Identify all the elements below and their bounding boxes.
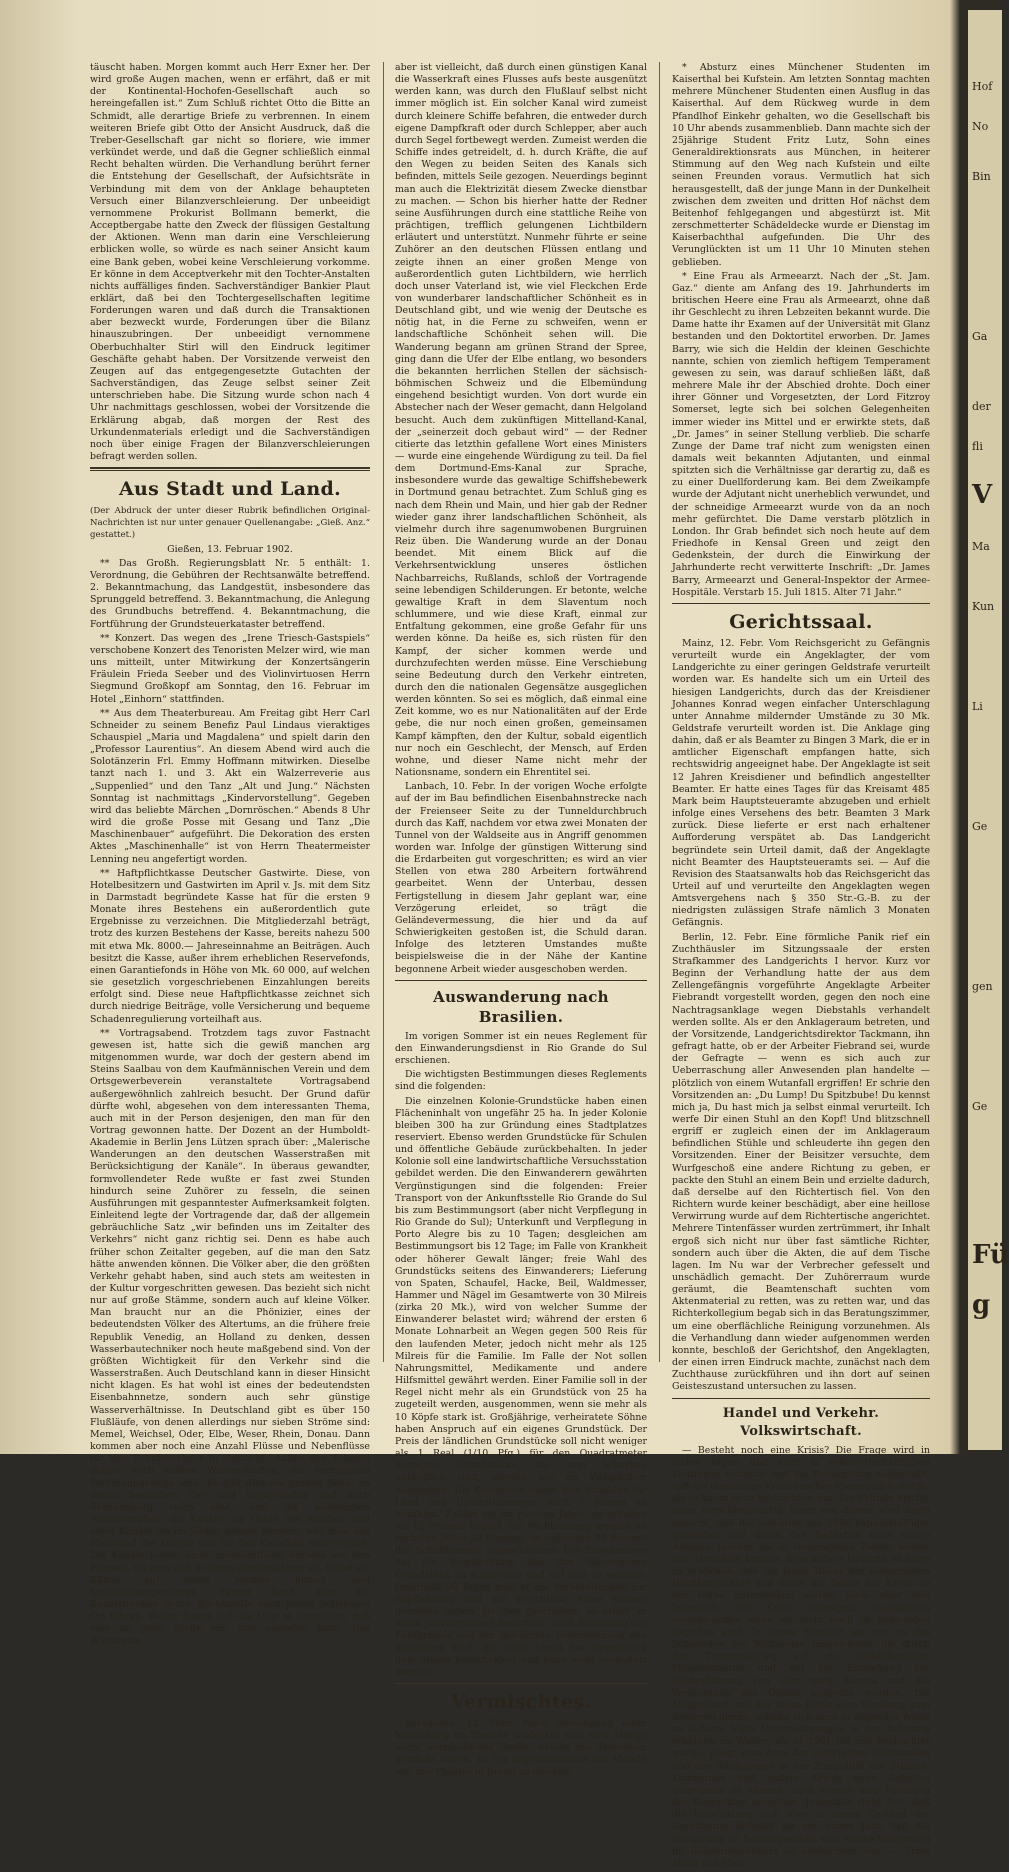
adjacent-text: der: [972, 400, 991, 413]
adjacent-page-edge: [958, 0, 1009, 1454]
adjacent-text: gen: [972, 980, 993, 993]
column-divider-2: [659, 62, 660, 1362]
column-2: [395, 62, 647, 1781]
dateline: Gießen, 13. Februar 1902.: [167, 543, 293, 555]
adjacent-text: Hof: [972, 80, 993, 93]
section-divider: [90, 467, 370, 471]
article-text: aber ist vielleicht, daß durch einen günstigen Kanal die Wasserkraft eines Flusses aufs beste ausgenützt werden kann, was durch den Flußlauf selbst nicht immer möglich ist. Ein solcher Kanal wird zumeist durch kleinere Schiffe befahren, die entweder durch eigene Dampfkraft oder durch Schlepper, aber auch durch Segel fortbewegt werden. Zumeist werden die Schiffe indes getreidelt, d. h. durch Kräfte, die auf den Wegen zu beiden Seiten des Kanals sich befinden, mittels Seile gezogen. Neuerdings beginnt man auch die Elektrizität diesem Zwecke dienstbar zu machen. — Schon bis hierher hatte der Redner seine Ausführungen durch eine stattliche Reihe von prächtigen, trefflich gelungenen Lichtbildern erläutert und unterstützt. Nunmehr führte er seine Zuhörer an den deutschen Flüssen entlang und zeigte ihnen an einer großen Menge von außerordentlich guten Lichtbildern, wie herrlich doch unser Vaterland ist, wie viel Fleckchen Erde von wunderbarer landschaftlicher Schönheit es in Deutschland gibt, und wie wenig der Deutsche es nötig hat, in die Ferne zu schweifen, wenn er landschaftliche Schönheit sehen will. Die Wanderung begann am grünen Strand der Spree, ging dann die Ufer der Elbe entlang, wo besonders die bekannten herrlichen Stellen der sächsisch-böhmischen Schweiz und die Elbemündung eingehend besichtigt wurden. Von dort wurde ein Abstecher nach der Weser gemacht, dann Helgoland besucht. Auch dem zukünftigen Mittelland-Kanal, der „seinerzeit doch gebaut wird“ — der Redner citierte das letzthin gefallene Wort eines Ministers — wurde eine eingehende Würdigung zu teil. Da fiel dem Dortmund-Ems-Kanal zur Sprache, insbesondere wurde das gewaltige Schiffshebewerk in Dortmund genau betrachtet. Zum Schluß ging es nach dem Rhein und Main, und hier gab der Redner wieder ganz ihrer landschaftlichen Schönheit, als vielmehr durch ihre sagenumwobenen Burgruinen Reiz üben. Die Wanderung wurde an der Donau beendet. Mit einem Blick auf die Verkehrsentwicklung unseres östlichen Nachbarreichs, Rußlands, schloß der Vortragende seine lebendigen Schilderungen. Er betonte, welche gewaltige Kraft in dem Slaventum noch schlummere, und wie diese Kraft, einmal zur Entfaltung gekommen, eine große Gefahr für uns werden könne. Da heiße es, sich rüsten für den Kampf, der sicher kommen werde und durchzufechten werden müsse. Eine Verschiebung seine Bedeutung durch den Verkehr eintreten, durch den die nationalen Gegensätze ausgeglichen werden könnten. So sei es möglich, daß einmal eine Zeit komme, wo es nur Nationalitäten auf der Erde gebe, die nur noch einen großen, gemeinsamen Kampf kämpften, den der Kultur, sobald eigentlich nur noch ein Geschlecht, der Mensch, auf Erden wohne, und dieser Name nicht mehr der Nationsname, sondern ein Ehrentitel sei.: [395, 62, 647, 779]
adjacent-heading: g: [972, 1290, 991, 1320]
adjacent-text: fli: [972, 440, 983, 453]
article-berlin: Berlin, 12. Febr. Eine förmliche Panik rief ein Zuchthäusler im Sitzungssaale der ersten Strafkammer des Landgerichts I hervor. Kurz vor Beginn der Verhandlung hatte der aus dem Zellengefängnis vorgeführte Angeklagte Arbeiter Fiebrandt vorgestellt worden, gegen den noch eine Nachtragsanklage wegen Diebstahls verhandelt werden sollte. Als er den Anklageraum betreten, und der Vorsitzende, Landgerichtsdirektor Tackmann, ihn gefragt hatte, ob er der Arbeiter Fiebrand sei, wurde der Gefragte — wenn es sich auch zur Ueberraschung aller Anwesenden plan handelte — plötzlich von einem Wutanfall ergriffen! Er schrie den Vorsitzenden an: „Du Lump! Du Spitzbube! Du kennst mich ja, Du hast mich ja selbst einmal verurteilt. Ich werfe Dir einen Stuhl an den Kopf! Und blitzschnell ergriff er zugleich einen der im Anklageraum befindlichen Stühle und schleuderte ihn gegen den Vorsitzenden. Einer der Beisitzer versuchte, dem Wurfgeschoß eine andere Richtung zu geben, er packte den Stuhl an einem Bein und erzielte dadurch, daß derselbe auf den Richtertisch fiel. Von den Richtern wurde keiner beschädigt, aber eine heillose Verwirrung wurde auf dem Richtertische angerichtet. Mehrere Tintenfässer wurden zertrümmert, ihr Inhalt ergoß sich nicht nur über fast sämtliche Richter, sondern auch über die Akten, die auf dem Tische lagen. Im Nu war der Verbrecher gefesselt und unschädlich gemacht. Der Zuhörerraum wurde geräumt, die Beamtenschaft suchten vom Aktenmaterial zu retten, was zu retten war, und das Richterkollegium begab sich in das Beratungszimmer, um eine oberflächliche Reinigung vorzunehmen. Als die Verhandlung dann wieder aufgenommen werden konnte, beschloß der Gerichtshof, den Angeklagten, der einen irren Eindruck machte, zunächst nach dem Zuchthause zurückführen und ihn dort auf seinen Geisteszustand untersuchen zu lassen.: [672, 931, 930, 1393]
column-divider-1: [383, 62, 384, 1362]
adjacent-text: Ga: [972, 330, 988, 343]
adjacent-heading: Fü: [972, 1240, 1009, 1270]
section-divider: [672, 603, 930, 604]
article-theaterbureau: ** Aus dem Theaterbureau. Am Freitag gibt Herr Carl Schneider zu seinem Benefiz Paul Lindaus vieraktiges Schauspiel „Maria und Magdalena“ und spielt darin den „Professor Laurentius“. An diesem Abend wird auch die Solotänzerin Frl. Emmy Hoffmann mitwirken. Dieselbe tanzt nach 1. und 3. Akt ein Walzerreverie aus „Suppenlied“ und den Tanz „Alt und Jung.“ Nächsten Sonntag ist nachmittags „Kindervorstellung“. Gegeben wird das beliebte Märchen „Dornröschen.“ Abends 8 Uhr wird die große Posse mit Gesang und Tanz „Die Maschinenbauer“ aufgeführt. Die Dekoration des ersten Aktes „Maschinenhalle“ ist von Herrn Theatermeister Lenning neu angefertigt worden.: [90, 707, 370, 865]
adjacent-text: Ge: [972, 1100, 988, 1113]
article-regierungsblatt: ** Das Großh. Regierungsblatt Nr. 5 enthält: 1. Verordnung, die Gebühren der Rechtsanwälte betreffend. 2. Bekanntmachung, das Landgestüt, insbesondere das Sprunggeld betreffend. 3. Bekanntmachung, die Anlegung des Grundbuchs betreffend. 4. Bekanntmachung, die Fortführung der Grundsteuerkataster betreffend.: [90, 557, 370, 630]
adjacent-text: Bin: [972, 170, 991, 183]
section-divider: [395, 980, 647, 981]
article-mainz: Mainz, 12. Febr. Vom Reichsgericht zu Gefängnis verurteilt wurde ein Angeklagter, der vom Landgerichte zu einer geringen Geldstrafe verurteilt worden war. Es handelte sich um ein Urteil des hiesigen Landgerichts, durch das der Kreisdiener Johannes Konrad wegen einfacher Unterschlagung unter Annahme mildernder Umstände zu 30 Mk. Geldstrafe verurteilt worden ist. Die Anklage ging dahin, daß er als Beamter zu Bingen 3 Mark, die er in amtlicher Eigenschaft empfangen hatte, sich rechtswidrig angeeignet habe. Der Angeklagte ist seit 12 Jahren Kreisdiener und befindlich angestellter Beamter. Er hatte eines Tages für das Kreisamt 485 Mark beim Hauptsteueramte abzugeben und erhielt infolge eines Versehens des betr. Beamten 3 Mark zurück. Diese lieferte er erst nach erhaltener Aufforderung verspätet ab. Das Landgericht begründete sein Urteil damit, daß der Angeklagte nicht Beamter des Hauptsteueramts sei. — Auf die Revision des Staatsanwalts hob das Reichsgericht das Urteil auf und verurteilte den Angeklagten wegen Amtsvergehens nach § 350 Str.-G.-B. zu der niedrigsten zulässigen Strafe nämlich 3 Monaten Gefängnis.: [672, 637, 930, 929]
adjacent-text: No: [972, 120, 989, 133]
section-divider: [395, 1683, 647, 1684]
column-3: [672, 62, 930, 1872]
section-title-gerichtssaal: Gerichtssaal.: [729, 610, 873, 633]
article-konzert: ** Konzert. Das wegen des „Irene Triesch-Gastspiels“ verschobene Konzert des Tenoristen Melzer wird, wie man uns mitteilt, unter Mitwirkung der Konzertsängerin Fräulein Frieda Seeber und des Violinvirtuosen Herrn Siegmund Großkopf am Sonntag, den 16. Februar im Hotel „Einhorn“ stattfinden.: [90, 632, 370, 705]
section-title-handel: Handel und Verkehr. Volkswirtschaft.: [722, 1405, 880, 1439]
section-title-vermischtes: Vermischtes.: [450, 1691, 592, 1713]
adjacent-heading: V: [972, 480, 993, 510]
article-text: Im vorigen Sommer ist ein neues Reglement für den Einwanderungsdienst in Rio Grande do Sul erschienen.: [395, 1030, 647, 1067]
article-lanbach: Lanbach, 10. Febr. In der vorigen Woche erfolgte auf der im Bau befindlichen Eisenbahnstrecke nach der Freienseer Seite zu der Tunneldurchbruch durch das Kaff, nachdem vor etwa zwei Monaten der Tunnel von der Waldseite aus in Angriff genommen worden war. Infolge der günstigen Witterung sind die Erdarbeiten gut vorgeschritten; es wird an vier Stellen von etwa 280 Arbeitern fortwährend gearbeitet. Wenn der Unterbau, dessen Fertigstellung in diesem Jahr geplant war, eine Verzögerung erleidet, so trägt die Geländevermessung, die hier und da auf Schwierigkeiten gestoßen ist, die Schuld daran. Infolge des letzteren Umstandes mußte beispielsweise die in der Nähe der Kantine begonnene Arbeit wieder ausgeschoben werden.: [395, 781, 647, 975]
article-saragossa: Saragossa, 12. Febr. Nach Beendigung einer Vorstellung im Theater entdeckte man eine Menge leicht entzündlicher Stoffe, welche mit Petroleum getränkt waren. Es lag augenscheinlich die Absicht vor, das Theater in Brand zu stecken.: [395, 1718, 647, 1778]
section-title-aus-stadt-und-land: Aus Stadt und Land.: [119, 478, 341, 501]
adjacent-text: Ma: [972, 540, 990, 553]
article-vortragsabend: ** Vortragsabend. Trotzdem tags zuvor Fastnacht gewesen ist, hatte sich die gewiß manchen arg mitgenommen wurde, war doch der gestern abend im Steins Saalbau von dem Kaufmännischen Verein und dem Ortsgewerbeverein veranstaltete Vortragsabend außergewöhnlich zahlreich besucht. Der Grund dafür dürfte wohl, abgesehen von dem interessanten Thema, auch mit in der Person desjenigen, den man für den Vortrag gewonnen hatte. Der Dozent an der Humboldt-Akademie in Berlin Jens Lützen sprach über: „Malerische Wanderungen an den deutschen Wasserstraßen mit Berücksichtigung der Kanäle“. In überaus gewandter, formvollendeter Rede wußte er fast zwei Stunden hindurch seine Zuhörer zu fesseln, die seinen Ausführungen mit gespanntester Aufmerksamkeit folgten. Einleitend legte der Vortragende dar, daß der allgemein gebräuchliche Satz „wir befinden uns im Zeitalter des Verkehrs“ nicht ganz richtig sei. Denn es habe auch früher schon Zeitalter gegeben, auf die man den Satz hätte anwenden können. Die Völker aber, die den größten Verkehr gehabt haben, sind auch stets am weitesten in der Kultur vorgeschritten gewesen. Das bezieht sich nicht nur auf große Stämme, sondern auch auf kleine Völker. Man braucht nur an die Phönizier, eines der bedeutendsten Völker des Altertums, an die frühere freie Republik Venedig, an Holland zu denken, dessen Wasserbautechniker noch heute maßgebend sind. Von der größten Wichtigkeit für den Verkehr sind die Wasserstraßen. Auch Deutschland kann in dieser Hinsicht nicht klagen. Es hat wohl ist eines der bedeutendsten Eisenbahnnetze, sondern auch sehr günstige Wasserverhältnisse. In Deutschland gibt es über 150 Flußläufe, von denen allerdings nur sieben Ströme sind: Memel, Weichsel, Oder, Elbe, Weser, Rhein, Donau. Dann kommen aber noch eine Anzahl Flüsse und Nebenflüsse für den Schiffsverkehr in Betracht. Außer den Flüssen gebört noch andere Wasserstraßen, die vorzügliche Verbindungswege sind. Es gibt dies die großen Seen, an denen besonders Ost- und Westpreußen und auch Brandenburg reich sind, und die künstlichen Wasserstraßen, die Kanäle. Im Osten des Reiches sind mehr Kanäle als im Süden gebaut worden, weil man das Flachland des Ostens sich für den Kanalbau mehr eignet. Die Kanäle bieten nicht unwesentliche Vorteile vor den Flüssen. Da man sich in ihnen gleichmäßiger ist, bietet sie Kähne auf ihnen leichter hinauf- und hinabzutransportieren. Ferner kann man die Kanalstrecken durch Stichkanäle nach jedem beliebigen Ort führen. Weiter lassen sich die Ufer so einrichten, daß man an jeder Stelle ein- und ausladen kann. Das Wichtigste: [90, 1027, 370, 1647]
article-haftpflichtkasse: ** Haftpflichtkasse Deutscher Gastwirte. Diese, von Hotelbesitzern und Gastwirten im April v. Js. mit dem Sitz in Darmstadt begründete Kasse hat für die ersten 9 Monate ihres Bestehens ein außerordentlich gute Ergebnisse zu verzeichnen. Die Mitgliederzahl beträgt, trotz des kurzen Bestehens der Kasse, bereits nahezu 500 mit etwa Mk. 8000.— Jahreseinnahme an Beiträgen. Auch besitzt die Kasse, außer ihrem erheblichen Reservefonds, einen Garantiefonds in Höhe von Mk. 60 000, auf welchen sie gesetzlich vorgeschriebenen Einzahlungen bereits erfolgt sind. Diese neue Haftpflichtkasse zeichnet sich durch niedrige Beiträge, volle Versicherung und bequeme Schadenregulierung vorteilhaft aus.: [90, 867, 370, 1025]
article-text: täuscht haben. Morgen kommt auch Herr Exner her. Der wird große Augen machen, wenn er erfährt, daß er mit der Kontinental-Hochofen-Gesellschaft auch so hereingefallen ist.“ Zum Schluß richtet Otto die Bitte an Schmidt, alle derartige Briefe zu verbrennen. In einem weiteren Briefe gibt Otto der Ansicht Ausdruck, daß die Treber-Gesellschaft gar nicht so floriere, wie immer verkündet werde, und daß die Gegner schließlich einmal Recht behalten würden. Die Verhandlung berührt ferner die Entstehung der Gesellschaft, der Aufsichtsräte in Verbindung mit dem von der Anklage behaupteten Versuch einer Bilanzverschleierung. Der unbeeidigt vernommene Prokurist Bollmann bemerkt, die Acceptbergabe hatte den Zweck der flüssigen Gestaltung der Aktionen. Wenn man darin eine Verschleierung erblicken wolle, so würde es nach seiner Ansicht kaum eine Bank geben, wobei keine Verschleierung vorkomme. Er könne in dem Acceptverkehr mit den Tochter-Anstalten nichts auffälliges finden. Sachverständiger Bankier Plaut erklärt, daß bei den Tochtergesellschaften legitime Forderungen waren und daß durch die Transaktionen aber bezweckt wurde, Forderungen über die Bilanz hinauszubringen. Der unbeeidigt vernommene Oberbuchhalter Stirl will den Eindruck legitimer Geschäfte gehabt haben. Der Vorsitzende verweist den Zeugen auf das entgegengesetzte Gutachten der Sachverständigen, das Zeuge selbst seiner Zeit unterschrieben habe. Die Sitzung wurde schon nach 4 Uhr nachmittags geschlossen, wobei der Vorsitzende die Erklärung abgab, daß morgen der Rest des Urkundenmaterials erledigt und die Sachverständigen noch über einige Fragen der Bilanzverschleierungen befragt werden sollen.: [90, 62, 370, 462]
article-text: Die wichtigsten Bestimmungen dieses Reglements sind die folgenden:: [395, 1069, 647, 1093]
column-1: [90, 62, 370, 1650]
adjacent-text: Li: [972, 700, 983, 713]
adjacent-page: [968, 10, 1002, 1450]
article-text: Die einzelnen Kolonie-Grundstücke haben einen Flächeninhalt von ungefähr 25 ha. In jeder Kolonie bleiben 300 ha zur Gründung eines Stadtplatzes reserviert. Ebenso werden Grundstücke für Schulen und öffentliche Gebäude zurückbehalten. In jeder Kolonie soll eine landwirtschaftliche Versuchsstation gebildet werden. Die den Einwanderern gewährten Vergünstigungen sind die folgenden: Freier Transport von der Ankunftsstelle Rio Grande do Sul bis zum Bestimmungsort (aber nicht Verpflegung in Rio Grande do Sul); Unterkunft und Verpflegung in Porto Alegre bis zu 10 Tagen; desgleichen am Bestimmungsort bis 12 Tage; im Falle von Krankheit oder höherer Gewalt länger; freie Wahl des Grundstücks seitens des Einwanderers; Lieferung von Spaten, Schaufel, Hacke, Beil, Waldmesser, Hammer und Nägel im Gesamtwerte von 30 Milreis (zirka 20 Mk.), wird von welcher Summe der Einwanderer belastet wird; während der ersten 6 Monate Lohnarbeit an Wegen gegen 500 Reis für den laufenden Meter, jedoch nicht mehr als 125 Milreis für die Familie. Im Falle der Not sollen Nahrungsmittel, Medikamente und andere Hilfsmittel gewährt werden. Einer Familie soll in der Regel nicht mehr als ein Grundstück von 25 ha zugeteilt werden, ausgenommen, wenn sie mehr als 10 Köpfe stark ist. Großjährige, verheiratete Söhne haben Anspruch auf ein eigenes Grundstück. Der Preis der ländlichen Grundstücke soll nicht weniger als 1 Real (1/10 Pfg.) für den Quadratmeter betragen. Grundstücke, die zum Ackerbau untauglich sind, werden nur an Viehpächter abgegeben. Die Kolonisten haben ihre Schulden für Land und Unterstützungen nach 5 Jahren zu bezahlen. Zahlen sie im zweiten Jahre, so erhalten sie 12 Prozent Rabatt. Bei Nichtzahlung werden im sechsten Jahre 20 Prozent, im siebenten 30 Prozent der Schuldsumme zugeschrieben. Der Einwanderer hat die Verpflichtung, das ihm überwiesene Grundstück zu kultivieren und auf ihm zu wohnen. Innerhalb 90 Tagen muß er die Vorbereitungen zur Bepflanzung und zur Errichtung eines Hauses getroffen haben. Ist dies geschehen, so erhält er einen provisorischen Besitztitel; nach Bezahlung des Kaufpreises und der gewährten Unterstützung den definitiven Titel. Bis dahin bleibt das Grundstück dem Staate hypothekiert und kann nicht veräußert werden.: [395, 1095, 647, 1678]
section-divider: [672, 1398, 930, 1399]
source-note: (Der Abdruck der unter dieser Rubrik befindlichen Original-Nachrichten ist nur unter genauer Quellenangabe: „Gieß. Anz.“ gestattet.): [90, 506, 370, 541]
article-armeearzt: * Eine Frau als Armeearzt. Nach der „St. Jam. Gaz.“ diente am Anfang des 19. Jahrhunderts im britischen Heere eine Frau als Armeearzt, ohne daß ihr Geschlecht zu ihren Lebzeiten bekannt wurde. Die Dame hatte ihr Examen auf der Universität mit Glanz bestanden und den Doktortitel erworben. Dr. James Barry, wie sich die Heldin der kleinen Geschichte nannte, schien von ziemlich heftigem Temperament gewesen zu sein, was darauf schließen läßt, daß mehrere Male ihr der Abschied drohte. Doch einer ihrer Gönner und Vorgesetzten, der Lord Fitzroy Somerset, legte sich bei solchen Gelegenheiten immer wieder ins Mittel und er erwirkte stets, daß „Dr. James“ in seiner Stellung verblieb. Die scharfe Zunge der Dame traf nicht zum wenigsten einen damals weit bekannten Adjutanten, und einmal spitzten sich die Verhältnisse gar derartig zu, daß es zu einer Duellforderung kam. Bei dem Zweikampfe wurde der Adjutant nicht unerheblich verwundet, und der schneidige Armeearzt wurde von da an noch mehr gefürchtet. Die Dame verstarb plötzlich in London. Ihr Grab befindet sich noch heute auf dem Friedhofe in Kensal Green und zeigt den Gedenkstein, der durch die Einwirkung der Jahrhunderte recht verwitterte Inschrift: „Dr. James Barry, Armeearzt und General-Inspektor der Armee-Hospitäle. Verstarb 15. Juli 1815. Alter 71 Jahr.“: [672, 270, 930, 598]
adjacent-text: Ge: [972, 820, 988, 833]
section-title-auswanderung: Auswanderung nach Brasilien.: [433, 987, 609, 1026]
article-krisis: — Besteht noch eine Krisis? Die Frage wird in vielen Tages- und auch in volkswirtschaftlichen Zeitungen verneint und die Behauptung aufgestellt, daß die diesmalige Krisis rascher überwunden wurde, als es kaum je zu beobachten war. Die Gründe hierfür seien verschiedenartig. Einer von diesen wird darin gesucht, daß die Industrie seit 1896 kapitalkräftiger geworden und damit das Bedürfnis nach neuen Anlagen rascher als in vergangenen Zeiten wieder zum Vorschein komme. Eine andere Ursache ist darin zu erblicken, daß die lange Dauer der industriellen Hochkonjunktur und damit die Dauer der Krisis an der Börse unterschätzt wurde, nicht aber ihre Intensität. Die Krisis beiträgen, thatsächlich verschwunden wenn sie nicht noch im Schwinden begriffen sind. In dieser Hinsicht sei nun zu das Schwinden der Wirkungen hingewiesen, die durch den Transvaalkrieg auf die südafrikanische Minenindustrie und mit der Entziehung der Goldzuführung von dort nach Europa und die Verteuerung des Geldes ausgeübt wurden. Die Möglichkeit, mit der diese Krisis eine Wendung zum Besseren nimmt, scheint sich auch in folgender Weise zu äußern: Viele Unternehmungen in der Industrie erhöhten im Winter, als er 1901 bei uns beobachtet wurde, pflegt eine Aera des niedrigsten Geldstandes und des Rückganges in der Zinspolitik der Staaten, Kommunen und andere Kreise neue Anleihen aufnehmen zu können, auch wieder eine Belebung der Konjunktur ausgehen. Jedenfalls steht fest, daß die Entwicklung sich eher in einem Zustand der Beruhigung befindet als vor einem Jahr, daß die Steigerung im Rentengeschäft eine starke Steigerung im Industriekonnkurs zu beobachten war. — Trotz allem und alles: [672, 1444, 930, 1869]
adjacent-text: Kun: [972, 600, 995, 613]
article-absturz: * Absturz eines Münchener Studenten im Kaiserthal bei Kufstein. Am letzten Sonntag machten mehrere Münchener Studenten einen Ausflug in das Kaiserthal. Auf dem Rückweg wurde in dem Pfandlhof Einkehr gehalten, wo die Gesellschaft bis 10 Uhr abends zusammenblieb. Dann machte sich der 25jährige Student Fritz Lutz, Sohn eines Generaldirektionsrats aus München, in heiterer Stimmung auf den Weg nach Kufstein und eilte seinen Freunden voraus. Vermutlich hat sich herausgestellt, daß der junge Mann in der Dunkelheit zwischen dem zweiten und dritten Hof nächst dem Beitenhof fehlgegangen und abgestürzt ist. Mit zerschmetterter Schädeldecke wurde er Dienstag im Kaiserbachthal aufgefunden. Die Uhr des Verunglückten ist um 11 Uhr 10 Minuten stehen geblieben.: [672, 62, 930, 268]
